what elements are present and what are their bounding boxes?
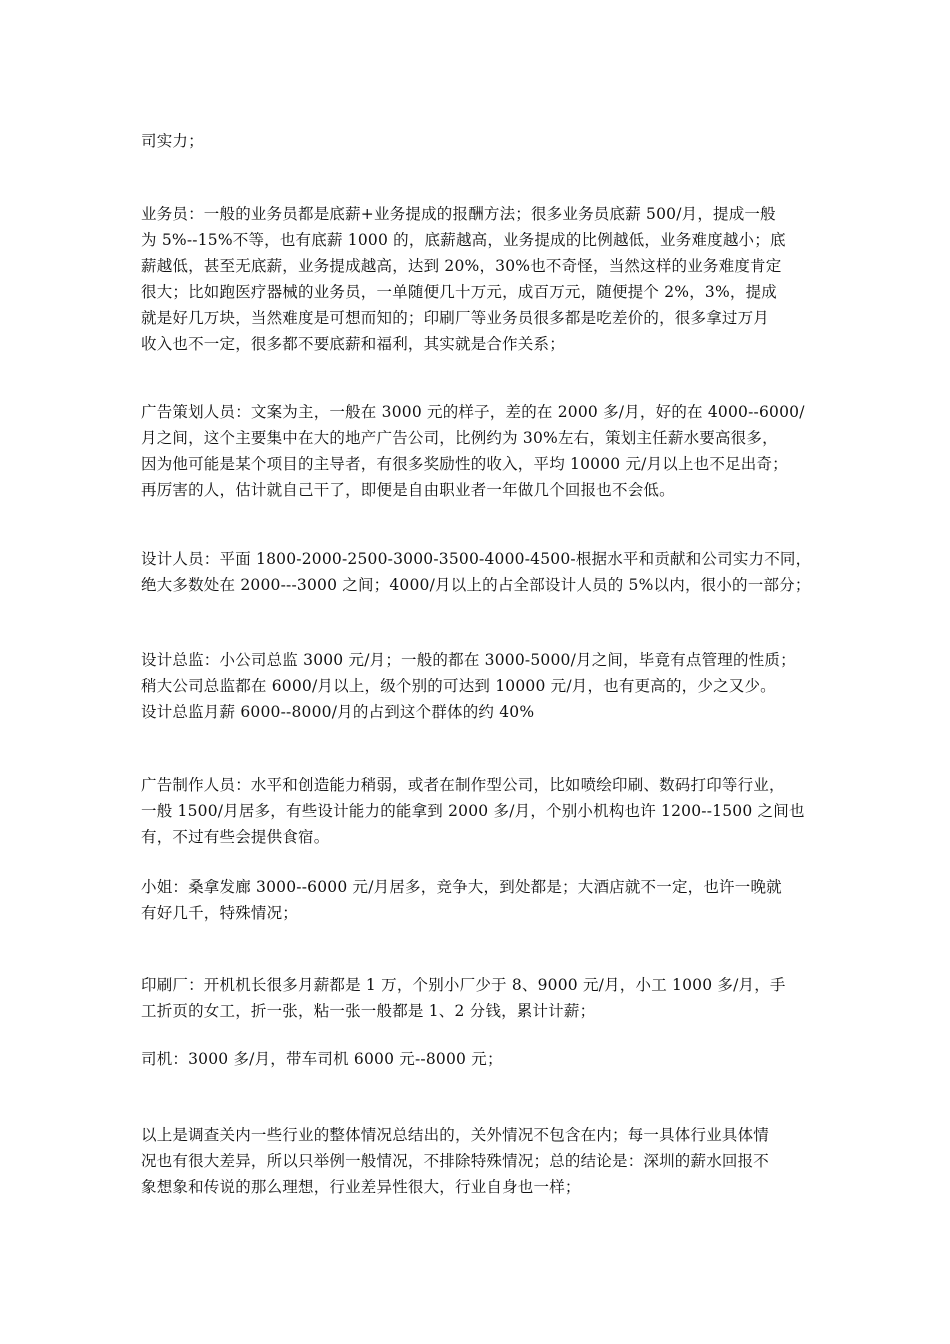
text-line: 有，不过有些会提供食宿。 [141, 828, 330, 846]
text-line: 工折页的女工，折一张，粘一张一般都是 1、2 分钱，累计计薪； [141, 1002, 596, 1020]
text-line: 设计总监月薪 6000--8000/月的占到这个群体的约 40% [141, 703, 535, 721]
text-line: 有好几千，特殊情况； [141, 904, 299, 922]
text-line: 司实力； [141, 132, 204, 150]
paragraph-company-strength [141, 128, 811, 154]
text-line: 稍大公司总监都在 6000/月以上，级个别的可达到 10000 元/月，也有更高的，少之又少。 [141, 677, 776, 695]
text-line: 司机：3000 多/月，带车司机 6000 元--8000 元； [141, 1050, 503, 1068]
text-line: 以上是调查关内一些行业的整体情况总结出的，关外情况不包含在内；每一具体行业具体情 [141, 1126, 770, 1144]
text-line: 绝大多数处在 2000---3000 之间；4000/月以上的占全部设计人员的 5%以内，很小的一部分； [141, 576, 811, 594]
text-line: 广告策划人员：文案为主，一般在 3000 元的样子，差的在 2000 多/月，好的在 4000--6000/ [141, 403, 805, 421]
text-line: 设计总监：小公司总监 3000 元/月；一般的都在 3000-5000/月之间，毕竟有点管理的性质； [141, 651, 796, 669]
text-line: 象想象和传说的那么理想，行业差异性很大，行业自身也一样； [141, 1178, 581, 1196]
paragraph-conclusion [141, 1122, 811, 1200]
paragraph-printing-factory [141, 972, 811, 1024]
paragraph-designer [141, 546, 811, 598]
text-line: 收入也不一定，很多都不要底薪和福利，其实就是合作关系； [141, 335, 565, 353]
text-line: 很大；比如跑医疗器械的业务员，一单随便几十万元，成百万元，随便提个 2%，3%，提成 [141, 283, 778, 301]
text-line: 为 5%--15%不等，也有底薪 1000 的，底薪越高，业务提成的比例越低，业务难度越小；底 [141, 231, 786, 249]
text-line: 月之间，这个主要集中在大的地产广告公司，比例约为 30%左右，策划主任薪水要高很多， [141, 429, 778, 447]
paragraph-design-director [141, 647, 811, 725]
text-line: 薪越低，甚至无底薪，业务提成越高，达到 20%，30%也不奇怪，当然这样的业务难度肯定 [141, 257, 782, 275]
text-line: 再厉害的人，估计就自己干了，即便是自由职业者一年做几个回报也不会低。 [141, 481, 675, 499]
text-line: 小姐：桑拿发廊 3000--6000 元/月居多，竞争大，到处都是；大酒店就不一定，也许一晚就 [141, 878, 782, 896]
text-line: 况也有很大差异，所以只举例一般情况，不排除特殊情况；总的结论是：深圳的薪水回报不 [141, 1152, 770, 1170]
text-line: 业务员：一般的业务员都是底薪+业务提成的报酬方法；很多业务员底薪 500/月，提成一般 [141, 205, 776, 223]
text-line: 就是好几万块，当然难度是可想而知的；印刷厂等业务员很多都是吃差价的，很多拿过万月 [141, 309, 770, 327]
paragraph-miss [141, 874, 811, 926]
text-line: 广告制作人员：水平和创造能力稍弱，或者在制作型公司，比如喷绘印刷、数码打印等行业， [141, 776, 785, 794]
text-line: 一般 1500/月居多，有些设计能力的能拿到 2000 多/月，个别小机构也许 1200--1500 之间也 [141, 802, 805, 820]
paragraph-ad-production [141, 772, 811, 850]
text-line: 设计人员：平面 1800-2000-2500-3000-3500-4000-4500-根据水平和贡献和公司实力不同， [141, 550, 812, 568]
text-line: 印刷厂：开机机长很多月薪都是 1 万，个别小厂少于 8、9000 元/月，小工 1000 多/月，手 [141, 976, 786, 994]
paragraph-driver [141, 1046, 811, 1072]
paragraph-ad-planner [141, 399, 811, 503]
paragraph-salesperson [141, 201, 811, 357]
text-line: 因为他可能是某个项目的主导者，有很多奖励性的收入，平均 10000 元/月以上也不足出奇； [141, 455, 788, 473]
